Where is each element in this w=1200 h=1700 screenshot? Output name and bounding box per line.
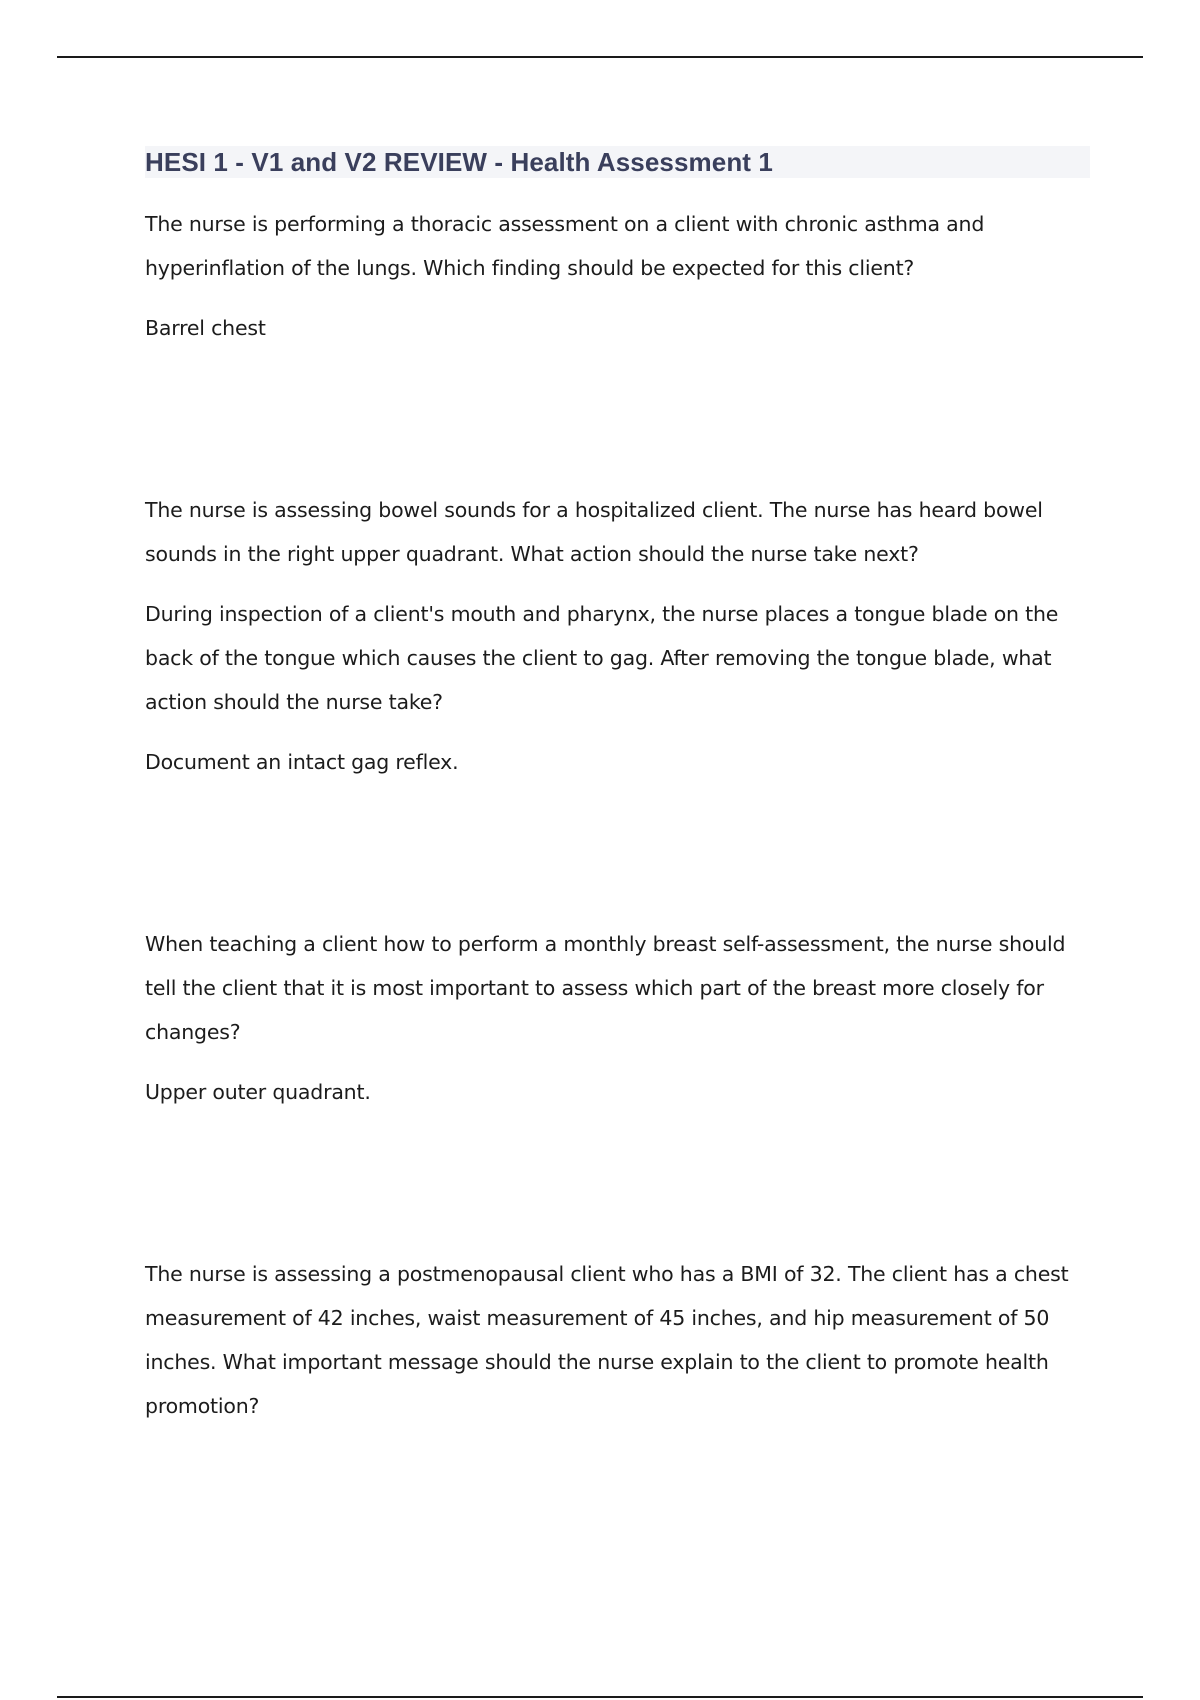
question-1: The nurse is performing a thoracic assessment on a client with chronic asthma and hyperinflation of the lungs. Which finding should be expected for this client? — [145, 212, 985, 280]
bottom-rule — [57, 1696, 1143, 1698]
answer-3: Document an intact gag reflex. — [145, 750, 459, 774]
spacer — [145, 1114, 1090, 1252]
document-body — [145, 146, 1090, 1444]
answer-1: Barrel chest — [145, 316, 266, 340]
question-3: During inspection of a client's mouth and pharynx, the nurse places a tongue blade on the back of the tongue which causes the client to gag. After removing the tongue blade, what action should the nurse take? — [145, 602, 1059, 714]
question-2: The nurse is assessing bowel sounds for a hospitalized client. The nurse has heard bowel sounds in the right upper quadrant. What action should the nurse take next? — [145, 498, 1043, 566]
title-bar — [145, 146, 1090, 178]
top-rule — [57, 56, 1143, 58]
answer-4: Upper outer quadrant. — [145, 1080, 371, 1104]
question-5: The nurse is assessing a postmenopausal client who has a BMI of 32. The client has a chest measurement of 42 inches, waist measurement of 45 inches, and hip measurement of 50 inches. What important message should the nurse explain to the client to promote health promotion? — [145, 1262, 1069, 1418]
question-4: When teaching a client how to perform a monthly breast self-assessment, the nurse should tell the client that it is most important to assess which part of the breast more closely for changes? — [145, 932, 1066, 1044]
spacer — [145, 350, 1090, 488]
document-title: HESI 1 - V1 and V2 REVIEW - Health Assessment 1 — [145, 147, 773, 177]
spacer — [145, 784, 1090, 922]
